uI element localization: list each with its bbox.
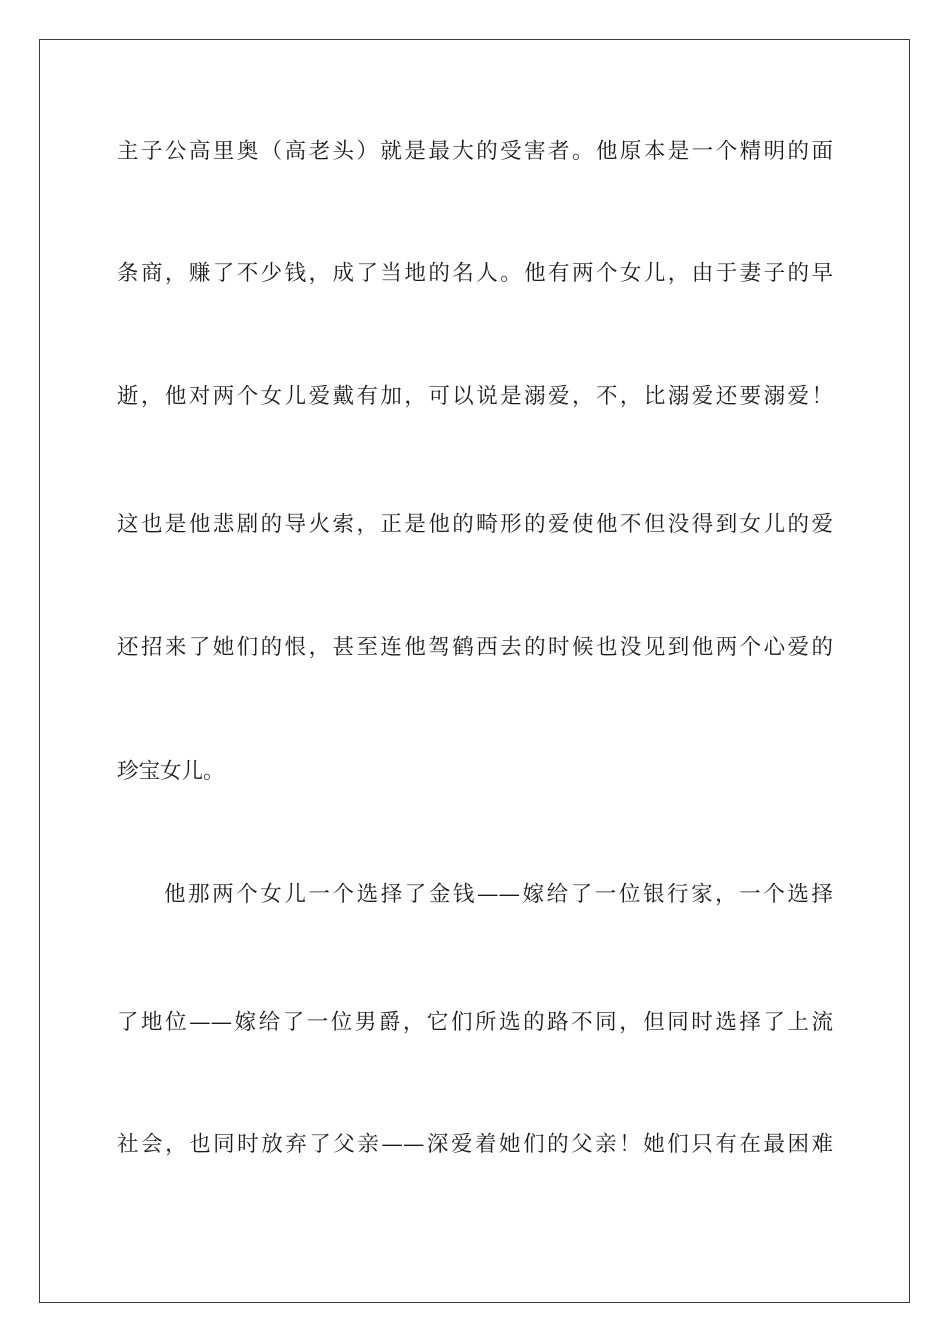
paragraph-2-line-3: 社会，也同时放弃了父亲——深爱着她们的父亲！她们只有在最困难 bbox=[117, 1132, 833, 1157]
paragraph-1-line-1: 主子公高里奥（高老头）就是最大的受害者。他原本是一个精明的面 bbox=[117, 139, 833, 164]
paragraph-2-line-2: 了地位——嫁给了一位男爵，它们所选的路不同，但同时选择了上流 bbox=[117, 1010, 833, 1035]
page-border bbox=[39, 39, 910, 1303]
paragraph-1-line-4: 这也是他悲剧的导火索，正是他的畸形的爱使他不但没得到女儿的爱 bbox=[117, 512, 833, 537]
paragraph-1-line-5: 还招来了她们的恨，甚至连他驾鹤西去的时候也没见到他两个心爱的 bbox=[117, 635, 833, 660]
paragraph-1-line-2: 条商，赚了不少钱，成了当地的名人。他有两个女儿，由于妻子的早 bbox=[117, 261, 833, 286]
paragraph-1-line-6: 珍宝女儿。 bbox=[117, 759, 225, 784]
paragraph-1-line-3: 逝，他对两个女儿爱戴有加，可以说是溺爱，不，比溺爱还要溺爱！ bbox=[117, 384, 833, 409]
paragraph-2-line-1: 他那两个女儿一个选择了金钱——嫁给了一位银行家，一个选择 bbox=[164, 882, 833, 907]
